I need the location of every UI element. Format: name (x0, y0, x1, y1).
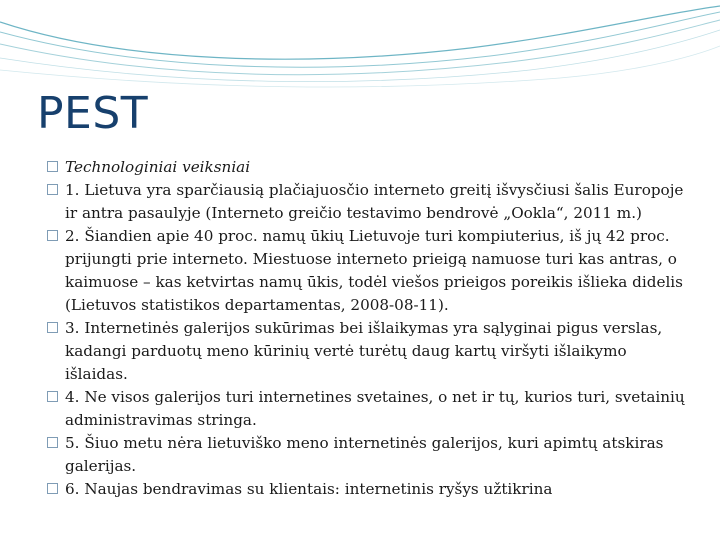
list-item-text: 3. Internetinės galerijos sukūrimas bei išlaikymas yra sąlyginai pigus verslas, kadangi parduotų meno kūrinių vertė turėtų daug kartų viršyti išlaikymo išlaidas. (65, 319, 663, 383)
list-item-text: 4. Ne visos galerijos turi internetines svetaines, o net ir tų, kurios turi, svetainių administravimas stringa. (65, 388, 685, 429)
list-item (45, 317, 685, 386)
bullet-icon (47, 391, 58, 402)
list-item-text: 1. Lietuva yra sparčiausią plačiajuosčio interneto greitį išvysčiusi šalis Europoje ir antra pasaulyje (Interneto greičio testavimo bendrovė „Ookla“, 2011 m.) (65, 181, 684, 222)
slide-title: PEST (37, 88, 149, 139)
bullet-icon (47, 483, 58, 494)
bullet-icon (47, 184, 58, 195)
list-item-text: Technologiniai veiksniai (65, 158, 251, 176)
list-item (45, 478, 685, 501)
decorative-swoosh (0, 0, 720, 90)
list-item-text: 2. Šiandien apie 40 proc. namų ūkių Lietuvoje turi kompiuterius, iš jų 42 proc. prijungti prie interneto. Miestuose interneto prieigą namuose turi kas antras, o kaimuose – kas ketvirtas namų ūkis, todėl viešos prieigos poreikis išlieka didelis (Lietuvos statistikos departamentas, 2008-08-11). (65, 227, 683, 314)
bullet-list (45, 156, 685, 501)
bullet-icon (47, 161, 58, 172)
list-item (45, 179, 685, 225)
bullet-icon (47, 322, 58, 333)
list-item (45, 386, 685, 432)
list-item-text: 6. Naujas bendravimas su klientais: internetinis ryšys užtikrina (65, 480, 553, 498)
bullet-icon (47, 437, 58, 448)
list-item (45, 156, 685, 179)
list-item (45, 432, 685, 478)
bullet-icon (47, 230, 58, 241)
list-item (45, 225, 685, 317)
list-item-text: 5. Šiuo metu nėra lietuviško meno internetinės galerijos, kuri apimtų atskiras galerijas. (65, 434, 664, 475)
